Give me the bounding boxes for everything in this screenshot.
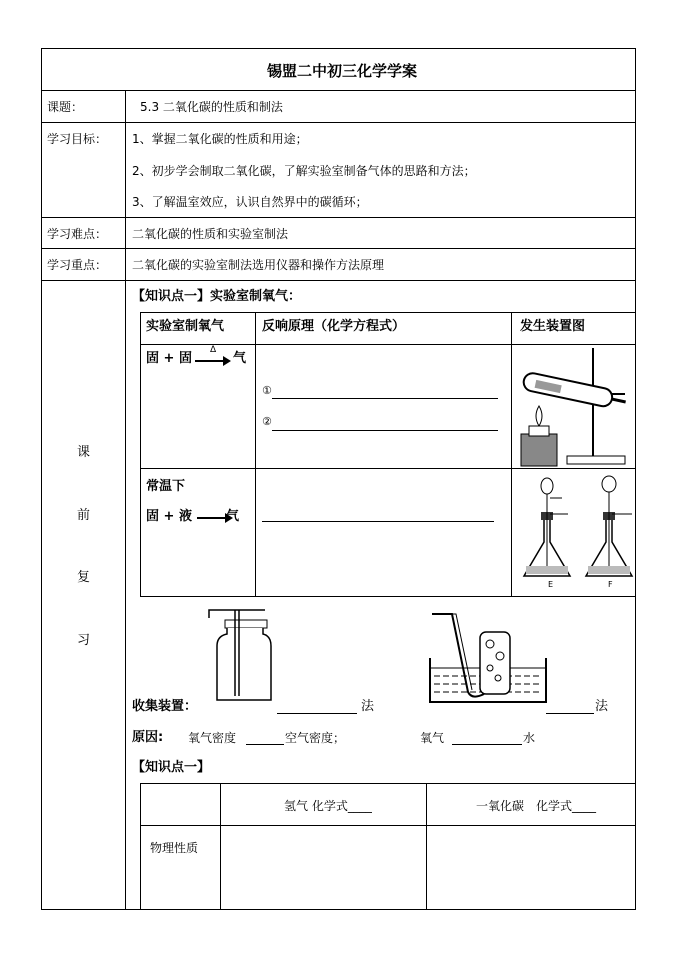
label-column-divider [125, 90, 126, 910]
difficulty-label: 学习难点： [47, 227, 108, 241]
product-gas: 气 [233, 351, 247, 366]
inner-table-border [255, 312, 256, 597]
flask-label-f: F [608, 580, 613, 589]
blank-reason-2 [452, 744, 522, 745]
water-displacement-diagram [428, 612, 548, 708]
gas-bottle-diagram [205, 606, 275, 706]
frame-right [635, 48, 636, 910]
frame-left [41, 48, 42, 910]
flask-label-e: E [548, 580, 554, 589]
reason-text: 水 [523, 731, 536, 745]
heating-apparatus-diagram [515, 346, 633, 468]
inner-table-border [220, 783, 221, 910]
goal-item: 1、掌握二氧化碳的性质和用途； [132, 132, 308, 146]
physical-property-label: 物理性质 [150, 841, 199, 855]
inner-table-border [511, 312, 512, 597]
inner-table-border [140, 596, 636, 597]
inner-table-border [140, 468, 636, 469]
condition-normal-temp: 常温下 [146, 479, 186, 494]
page-title: 锡盟二中初三化学学案 [266, 62, 417, 80]
equation-blank [272, 430, 498, 431]
topic-label: 课题： [47, 100, 84, 114]
arrow-icon [195, 356, 235, 366]
key-label: 学习重点： [47, 258, 108, 272]
row-divider [41, 248, 636, 249]
inner-table-border [426, 783, 427, 910]
row-divider [41, 217, 636, 218]
reason-text: 氧气 [420, 731, 445, 745]
frame-bottom [41, 909, 636, 910]
goals-label: 学习目标： [47, 132, 108, 146]
equation-mark: ② [262, 415, 272, 428]
frame-top [41, 48, 636, 49]
side-label-char: 前 [77, 508, 91, 523]
inner-table-border [140, 312, 636, 313]
condition-solid-solid: 固 + 固 [146, 351, 192, 366]
row-divider [41, 90, 636, 91]
equation-blank [272, 398, 498, 399]
topic-value: 5.3 二氧化碳的性质和制法 [140, 100, 283, 114]
reason-text: 空气密度； [285, 731, 346, 745]
method-suffix: 法 [595, 699, 609, 714]
difficulty-value: 二氧化碳的性质和实验室制法 [132, 227, 289, 241]
inner-table-border [140, 783, 636, 784]
table-header: 反响原理（化学方程式） [262, 319, 406, 334]
inner-table-border [140, 825, 636, 826]
side-label-char: 复 [77, 570, 91, 585]
reason-label: 原因: [132, 730, 164, 745]
reason-text: 氧气密度 [188, 731, 237, 745]
side-label-char: 习 [77, 633, 91, 648]
blank-method-2 [546, 713, 594, 714]
compare-header: 一氧化碳 化学式____ [476, 799, 597, 813]
collect-label: 收集装置： [132, 699, 198, 714]
row-divider [41, 280, 636, 281]
inner-table-border [140, 783, 141, 910]
inner-table-border [140, 312, 141, 597]
section1-heading: 【知识点一】实验室制氧气： [132, 289, 302, 304]
product-gas: 气 [226, 509, 240, 524]
condition-solid-liquid: 固 + 液 [146, 509, 192, 524]
side-label-char: 课 [77, 445, 91, 460]
blank-reason-1 [246, 744, 284, 745]
equation-blank [262, 521, 494, 522]
table-header: 实验室制氧气 [146, 319, 225, 334]
goal-item: 3、了解温室效应，认识自然界中的碳循环； [132, 195, 368, 209]
heat-mark: Δ [210, 345, 217, 355]
equation-mark: ① [262, 384, 272, 397]
method-suffix: 法 [361, 699, 375, 714]
row-divider [41, 122, 636, 123]
section2-heading: 【知识点一】 [132, 760, 211, 775]
compare-header: 氢气 化学式____ [284, 799, 372, 813]
table-header: 发生装置图 [520, 319, 586, 334]
blank-method-1 [277, 713, 357, 714]
flask-apparatus-diagram [514, 470, 634, 594]
key-value: 二氧化碳的实验室制法选用仪器和操作方法原理 [132, 258, 385, 272]
goal-item: 2、初步学会制取二氧化碳，了解实验室制备气体的思路和方法； [132, 164, 476, 178]
